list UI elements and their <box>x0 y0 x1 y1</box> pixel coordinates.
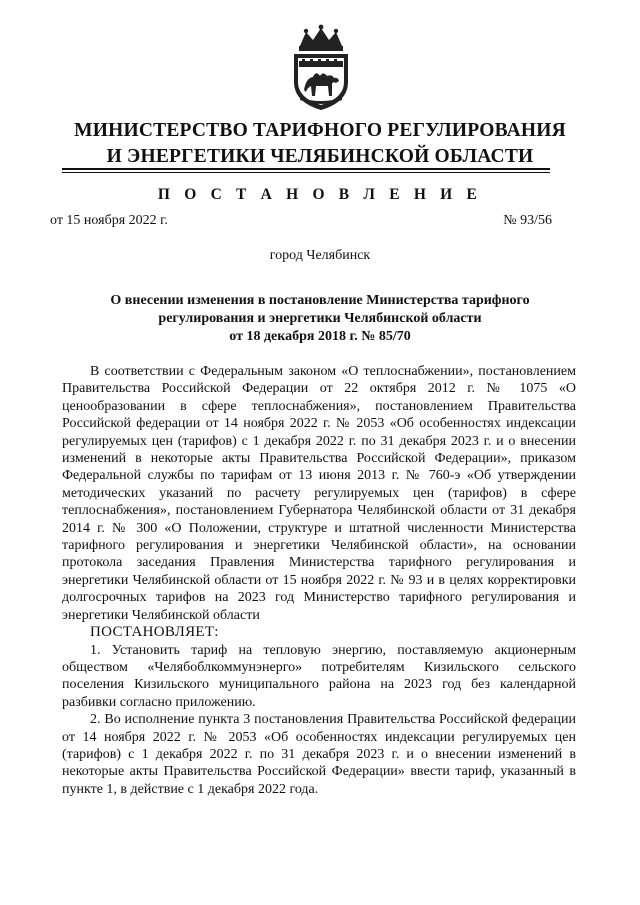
header-divider-thick <box>62 168 550 170</box>
document-body <box>62 363 576 798</box>
document-number: № 93/56 <box>503 213 552 228</box>
subject-line: О внесении изменения в постановление Министерства тарифного <box>110 293 530 308</box>
ministry-name-line2: И ЭНЕРГЕТИКИ ЧЕЛЯБИНСКОЙ ОБЛАСТИ <box>106 146 534 167</box>
preamble-paragraph: В соответствии с Федеральным законом «О теплоснабжении», постановлением Правительства Российской Федерации от 22 октября 2012 г. № 1075 «О ценообразовании в сфере теплоснабжения», постановлением Правительства Российской федерации от 14 ноября 2022 г. № 2053 «Об особенностях индексации регулируемых цен (тарифов) с 1 декабря 2022 г. по 31 декабря 2023 г. и о внесении изменений в некоторые акты Правительства Российской Федерации», приказом Федеральной службы по тарифам от 13 июня 2013 г. № 760-э «Об утверждении методических указаний по расчету регулируемых цен (тарифов) в сфере теплоснабжения», постановлением Губернатора Челябинской области от 31 декабря 2014 г. № 300 «О Положении, структуре и штатной численности Министерства тарифного регулирования и энергетики Челябинской области», на основании протокола заседания Правления Министерства тарифного регулирования и энергетики Челябинской области от 15 ноября 2022 г. № 93 и в целях корректировки долгосрочных тарифов на 2023 год Министерство тарифного регулирования и энергетики Челябинской области <box>62 364 576 623</box>
ministry-name-line1: МИНИСТЕРСТВО ТАРИФНОГО РЕГУЛИРОВАНИЯ <box>74 120 566 141</box>
document-date: от 15 ноября 2022 г. <box>50 213 168 228</box>
subject-line: от 18 декабря 2018 г. № 85/70 <box>229 329 411 344</box>
ministry-name <box>40 118 600 170</box>
coat-of-arms-icon <box>286 24 356 112</box>
subject-line: регулирования и энергетики Челябинской области <box>158 311 482 326</box>
header-divider-thin <box>62 172 550 173</box>
document-subject <box>90 292 550 346</box>
document-city: город Челябинск <box>269 248 371 263</box>
decree-item-1: 1. Установить тариф на тепловую энергию, поставляемую акционерным обществом «Челябоблкоммунэнерго» потребителям Кизильского сельского поселения Кизильского муниципального района на 2023 год без календарной разбивки согласно приложению. <box>62 642 576 710</box>
document-type: П О С Т А Н О В Л Е Н И Е <box>157 186 483 203</box>
decree-item-2: 2. Во исполнение пункта 3 постановления Правительства Российской федерации от 14 ноября 2022 г. № 2053 «Об особенностях индексации регулируемых цен (тарифов) с 1 декабря 2022 г. по 31 декабря 2023 г. и о внесении изменений в некоторые акты Правительства Российской Федерации» ввести тариф, указанный в пункте 1, в действие с 1 декабря 2022 года. <box>62 712 576 797</box>
decree-word: ПОСТАНОВЛЯЕТ: <box>90 624 219 641</box>
